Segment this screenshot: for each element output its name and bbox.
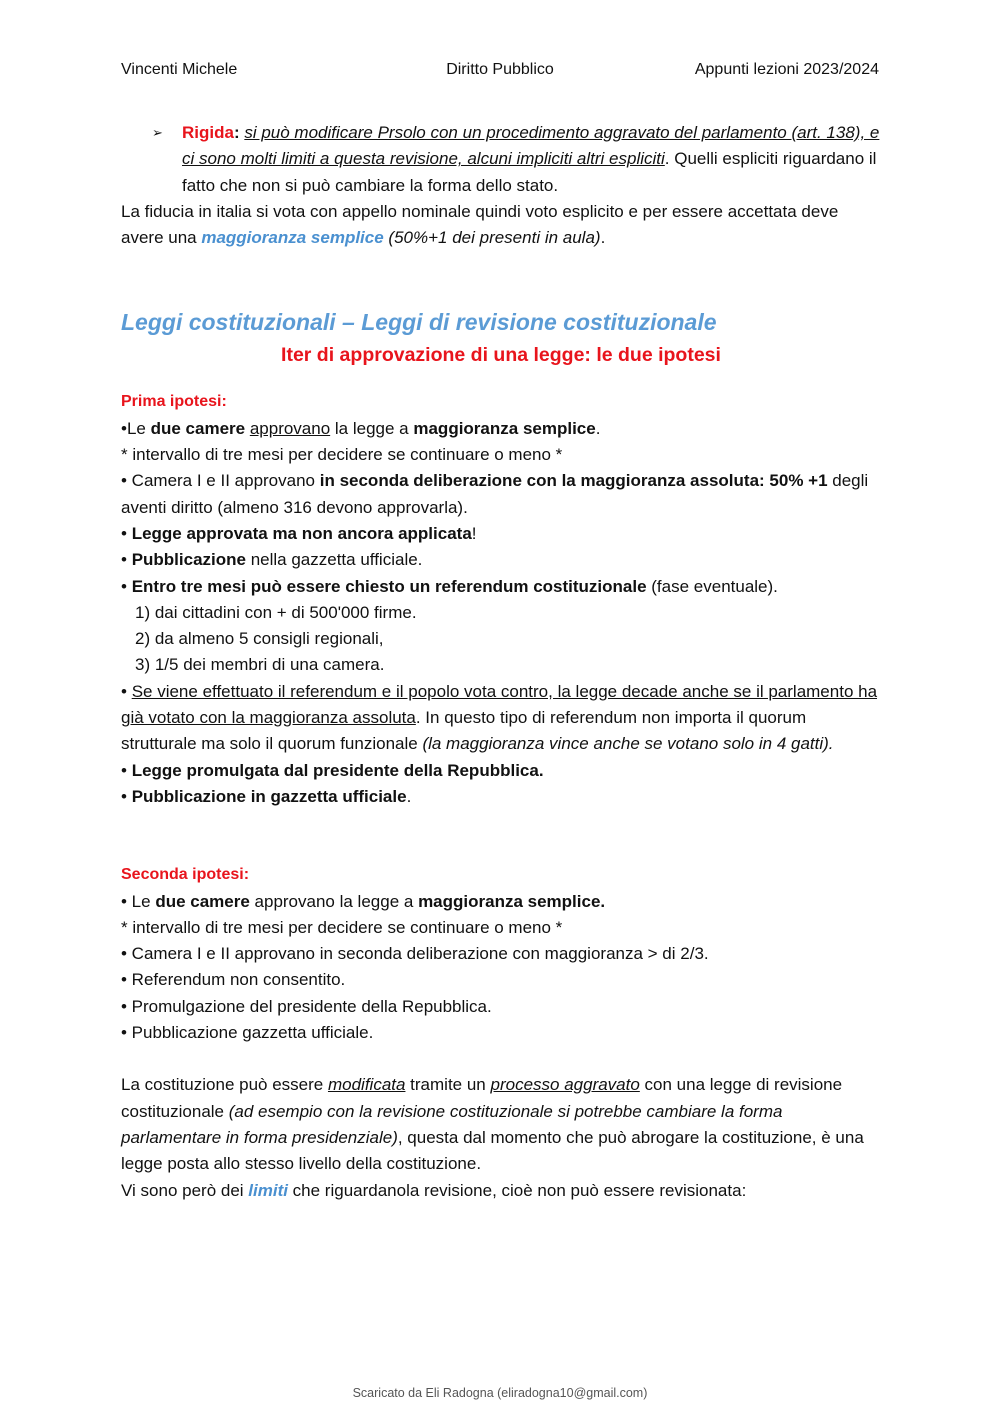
arrow-bullet-icon: ➢ [152, 125, 163, 140]
text: • Le [121, 891, 156, 911]
seconda-ipotesi-label: Seconda ipotesi: [121, 866, 250, 884]
text: degli aventi diritto (almeno 316 devono approvarla). [121, 471, 869, 517]
text: la legge a [330, 418, 414, 438]
header-author: Vincenti Michele [121, 61, 238, 78]
text: nella gazzetta ufficiale. [245, 550, 423, 570]
rigida-colon: : [233, 123, 245, 142]
seconda-line-5: • Promulgazione del presidente della Repubblica. [121, 996, 492, 1016]
text: . In questo tipo di referendum non importa il quorum strutturale ma solo il quorum funzionale [121, 708, 807, 754]
fiducia-highlight: maggioranza semplice [201, 228, 384, 248]
prima-line-11 [121, 758, 881, 784]
rigida-label: Rigida [182, 123, 234, 142]
rigida-tail: . Quelli espliciti riguardano il fatto che non si può cambiare la forma dello stato. [182, 149, 877, 195]
seconda-line-6: • Pubblicazione gazzetta ufficiale. [121, 1023, 374, 1043]
seconda-line-1 [121, 889, 881, 915]
prima-line-1 [121, 416, 881, 442]
text-bold: maggioranza semplice [413, 418, 596, 438]
prima-line-2: * intervallo di tre mesi per decidere se continuare o meno * [121, 445, 563, 465]
text: (fase eventuale). [646, 576, 778, 596]
text: • [121, 681, 132, 701]
page-header [121, 61, 879, 83]
fiducia-note: (50%+1 dei presenti in aula) [383, 228, 601, 248]
limiti-highlight: limiti [248, 1180, 288, 1200]
prima-line-8: 2) da almeno 5 consigli regionali, [135, 629, 384, 649]
text-bold: Pubblicazione [131, 550, 246, 570]
rigida-definition: si può modificare Prsolo con un procedimento aggravato del parlamento (art. 138), e ci sono molti limiti a questa revisione, alcuni impliciti altri espliciti [182, 123, 880, 169]
text: La costituzione può essere [121, 1075, 328, 1095]
text-bold: due camere [155, 891, 250, 911]
prima-ipotesi-label: Prima ipotesi: [121, 393, 227, 411]
text-italic: (la maggioranza vince anche se votano solo in 4 gatti). [422, 734, 834, 754]
text: • [121, 550, 132, 570]
fiducia-end: . [600, 228, 606, 248]
fiducia-paragraph [121, 199, 881, 252]
header-notes: Appunti lezioni 2023/2024 [694, 61, 879, 78]
text: • [121, 576, 132, 596]
text-bold: in seconda deliberazione con la maggioranza assoluta: 50% +1 [319, 471, 828, 491]
text: Vi sono però dei [121, 1180, 249, 1200]
fiducia-text: La fiducia in italia si vota con appello nominale quindi voto esplicito e per essere accettata deve avere una [121, 201, 839, 248]
rigida-bullet [121, 120, 881, 199]
seconda-line-3: • Camera I e II approvano in seconda deliberazione con maggioranza > di 2/3. [121, 944, 709, 964]
prima-line-4 [121, 521, 881, 547]
prima-line-10 [121, 679, 881, 758]
prima-line-9: 3) 1/5 dei membri di una camera. [135, 655, 385, 675]
text: ! [471, 523, 477, 543]
text: . [595, 418, 601, 438]
text: che riguardanola revisione, cioè non può essere revisionata: [287, 1180, 747, 1200]
text-italic-underline: modificata [327, 1075, 406, 1095]
text-bold: maggioranza semplice. [418, 891, 606, 911]
text: approvano la legge a [249, 891, 419, 911]
text-bold: Pubblicazione in gazzetta ufficiale [131, 786, 407, 806]
prima-line-5 [121, 547, 881, 573]
prima-line-12 [121, 784, 881, 810]
text: con una legge di revisione costituzionale [121, 1075, 843, 1121]
page-footer: Scaricato da Eli Radogna (eliradogna10@gmail.com) [352, 1386, 648, 1400]
text: •Le [121, 418, 151, 438]
text-underline: approvano [249, 418, 331, 438]
closing-paragraph-1 [121, 1072, 881, 1177]
text-bold: Legge approvata ma non ancora applicata [131, 523, 472, 543]
prima-line-3 [121, 468, 881, 521]
text: tramite un [405, 1075, 491, 1095]
text-bold: due camere [150, 418, 246, 438]
text: • [121, 760, 132, 780]
text-bold: Legge promulgata dal presidente della Repubblica. [131, 760, 544, 780]
header-subject: Diritto Pubblico [446, 61, 554, 78]
text: • [121, 786, 132, 806]
prima-line-7: 1) dai cittadini con + di 500'000 firme. [135, 602, 417, 622]
closing-paragraph-2 [121, 1178, 881, 1204]
text: , questa dal momento che può abrogare la costituzione, è una legge posta allo stesso livello della costituzione. [121, 1127, 864, 1174]
seconda-line-4: • Referendum non consentito. [121, 970, 346, 990]
seconda-line-2: * intervallo di tre mesi per decidere se continuare o meno * [121, 917, 563, 937]
text-underline: Se viene effettuato il referendum e il popolo vota contro, la legge decade anche se il parlamento ha già votato con la maggioranza assoluta [121, 681, 878, 728]
text-bold: Entro tre mesi può essere chiesto un referendum costituzionale [131, 576, 647, 596]
text-italic-underline: processo aggravato [490, 1075, 640, 1095]
prima-line-6 [121, 574, 881, 600]
section-title: Leggi costituzionali – Leggi di revisione costituzionale [121, 309, 717, 336]
text: . [406, 786, 412, 806]
text: • [121, 523, 132, 543]
text-italic: (ad esempio con la revisione costituzionale si potrebbe cambiare la forma parlamentare in forma presidenziale) [121, 1101, 783, 1147]
text: • Camera I e II approvano [121, 471, 320, 491]
document-body [121, 120, 881, 1204]
section-subtitle: Iter di approvazione di una legge: le due ipotesi [281, 344, 721, 367]
